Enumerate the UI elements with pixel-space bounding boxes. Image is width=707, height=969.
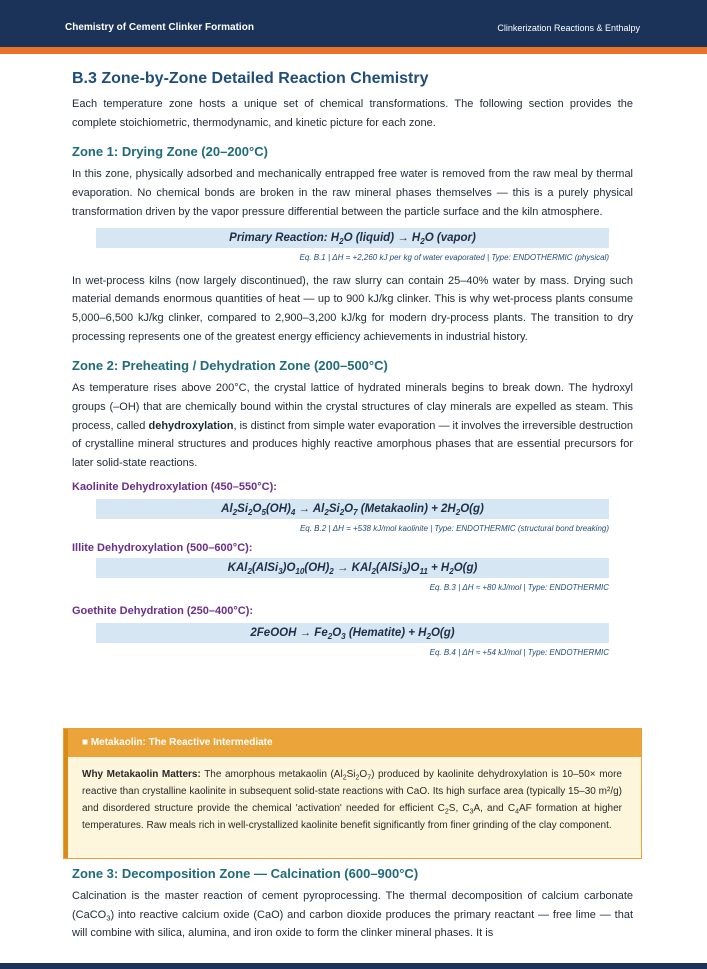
illite-heading: Illite Dehydroxylation (500–600°C):: [72, 541, 253, 554]
page-content: [72, 69, 633, 658]
zone1-paragraph-2: In wet-process kilns (now largely discontinued), the raw slurry can contain 25–40% water by mass. Drying such material demands enormous quantities of heat — up to 900 kJ/kg clinker. This is why wet-process plants consume 5,000–6,500 kJ/kg clinker, compared to 2,900–3,200 kJ/kg for modern dry-process plants. The transition to dry processing represents one of the greatest energy efficiency achievements in industrial history.: [72, 274, 633, 343]
zone3-title: Zone 3: Decomposition Zone — Calcination (600–900°C): [72, 866, 419, 881]
chapter-title: Clinkerization Reactions & Enthalpy: [497, 23, 640, 33]
callout-body: Why Metakaolin Matters: The amorphous metakaolin $(Al_2Si_2O_7)$ produced by kaolinite dehydroxylation is 10–50× more reactive than crystalline kaolinite in subsequent solid-state reactions with CaO. Its high surface area (typically 15–30 m²/g) and disordered structure provide the chemical 'activation' needed for efficient $C_2S$, $C_3A$, and $C_4AF$ formation at higher temperatures. Raw meals rich in well-crystallized kaolinite benefit significantly from finer grinding of the clay component.: [82, 769, 622, 831]
zone3-section: [72, 866, 633, 943]
kaolinite-heading: Kaolinite Dehydroxylation (450–550°C):: [72, 480, 277, 493]
section-intro: Each temperature zone hosts a unique set of chemical transformations. The following section provides the complete stoichiometric, thermodynamic, and kinetic picture for each zone.: [72, 98, 633, 129]
zone2-paragraph: As temperature rises above 200°C, the crystal lattice of hydrated minerals begins to break down. The hydroxyl groups (–OH) that are chemically bound within the crystal structures of clay minerals are expelled as steam. This process, called dehydroxylation, is distinct from simple water evaporation — it involves the irreversible destruction of crystalline mineral structures and produces highly reactive amorphous phases that are essential precursors for later solid-state reactions.: [72, 382, 633, 470]
equation-b4-note: Eq. B.4 | ΔH ≈ +54 kJ/mol | Type: ENDOTHERMIC: [429, 647, 609, 657]
callout-accent-bar: [64, 729, 68, 858]
header-accent-stripe: [0, 47, 707, 54]
zone3-paragraph: Calcination is the master reaction of cement pyroprocessing. The thermal decomposition of calcium carbonate (CaCO$_3$) into reactive calcium oxide (CaO) and carbon dioxide produces the primary reactant — free lime — that will combine with silica, alumina, and iron oxide to form the clinker mineral phases. It is: [72, 890, 633, 940]
callout-header: [64, 729, 641, 757]
equation-b2-note: Eq. B.2 | ΔH = +538 kJ/mol kaolinite | Type: ENDOTHERMIC (structural bond breaking): [299, 523, 609, 533]
goethite-heading: Goethite Dehydration (250–400°C):: [72, 604, 254, 617]
equation-b1-note: Eq. B.1 | ΔH = +2,260 kJ per kg of water evaporated | Type: ENDOTHERMIC (physical): [299, 252, 609, 262]
equation-b4: 2FeOOH → $Fe_2O_3$ (Hematite) + $H_2O(g)$: [96, 623, 609, 643]
equation-b3-note: Eq. B.3 | ΔH ≈ +80 kJ/mol | Type: ENDOTHERMIC: [429, 582, 609, 592]
zone1-paragraph-1: In this zone, physically adsorbed and mechanically entrapped free water is removed from the raw meal by thermal evaporation. No chemical bonds are broken in the raw mineral phases themselves — this is a purely physical transformation driven by the vapor pressure differential between the particle surface and the kiln atmosphere.: [72, 168, 633, 218]
page-header: [0, 0, 707, 47]
equation-b2: $Al_2Si_2O_5(OH)_4 \to Al_2Si_2O_7$ (Metakaolin) + $2H_2O(g)$: [96, 499, 609, 519]
document-title: Chemistry of Cement Clinker Formation: [65, 22, 254, 33]
square-icon: ■: [82, 737, 89, 748]
zone1-title: Zone 1: Drying Zone (20–200°C): [72, 144, 268, 160]
equation-b3: $KAl_2(AlSi_3)O_{10}(OH)_2$ → $KAl_2(AlSi_3)O_{11} + H_2O(g)$: [96, 558, 609, 578]
zone2-title: Zone 2: Preheating / Dehydration Zone (200–500°C): [72, 358, 388, 374]
section-title: B.3 Zone-by-Zone Detailed Reaction Chemistry: [72, 70, 429, 87]
callout-title: Metakaolin: The Reactive Intermediate: [90, 737, 273, 748]
metakaolin-callout: [63, 728, 642, 859]
equation-b1: Primary Reaction: $H_2O$ (liquid) → $H_2O$ (vapor): [96, 228, 609, 248]
footer-bar: [0, 963, 707, 969]
